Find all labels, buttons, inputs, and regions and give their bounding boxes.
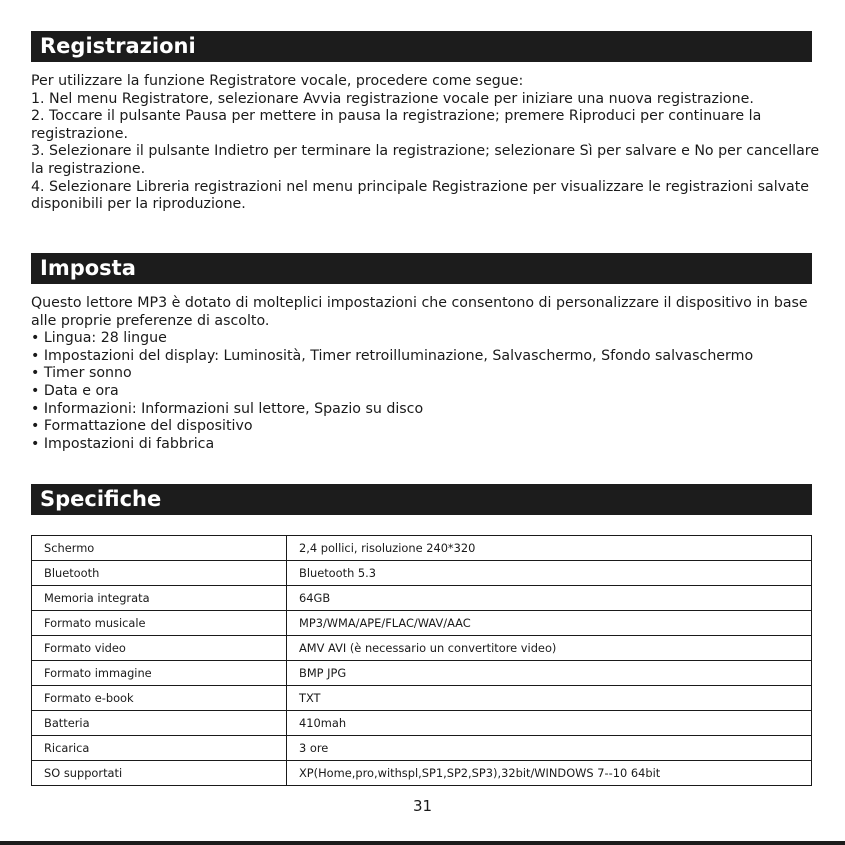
spec-label: Bluetooth [32, 561, 287, 586]
table-row [32, 636, 812, 661]
table-row [32, 761, 812, 786]
imposta-text [31, 295, 816, 453]
text-line: registrazione. [31, 125, 128, 142]
spec-value: 410mah [287, 711, 812, 736]
spec-value: 3 ore [287, 736, 812, 761]
list-item: • Timer sonno [31, 365, 132, 382]
spec-label: Formato musicale [32, 611, 287, 636]
page-number: 31 [412, 797, 433, 815]
spec-value: BMP JPG [287, 661, 812, 686]
spec-label: Formato immagine [32, 661, 287, 686]
list-item: • Data e ora [31, 382, 119, 399]
table-row [32, 736, 812, 761]
spec-value: AMV AVI (è necessario un convertitore video) [287, 636, 812, 661]
spec-value: TXT [287, 686, 812, 711]
list-item: • Informazioni: Informazioni sul lettore, Spazio su disco [31, 400, 424, 417]
list-item: • Impostazioni del display: Luminosità, Timer retroilluminazione, Salvaschermo, Sfondo salvaschermo [31, 347, 754, 364]
text-line: 1. Nel menu Registratore, selezionare Avvia registrazione vocale per iniziare una nuova registrazione. [31, 90, 754, 107]
spec-value: Bluetooth 5.3 [287, 561, 812, 586]
text-line: disponibili per la riproduzione. [31, 196, 246, 213]
table-row [32, 661, 812, 686]
text-line: Questo lettore MP3 è dotato di molteplici impostazioni che consentono di personalizzare il dispositivo in base [31, 295, 808, 311]
text-line: 4. Selezionare Libreria registrazioni nel menu principale Registrazione per visualizzare le registrazioni salvate [31, 178, 810, 195]
spec-label: Ricarica [32, 736, 287, 761]
section-title: Registrazioni [40, 34, 196, 58]
spec-value: 64GB [287, 586, 812, 611]
section-header-registrazioni [31, 31, 812, 62]
text-line: 3. Selezionare il pulsante Indietro per terminare la registrazione; selezionare Sì per salvare e No per cancellare [31, 143, 820, 160]
spec-label: Memoria integrata [32, 586, 287, 611]
spec-value: MP3/WMA/APE/FLAC/WAV/AAC [287, 611, 812, 636]
spec-label: Schermo [32, 536, 287, 561]
table-row [32, 561, 812, 586]
section-title: Imposta [40, 256, 136, 280]
list-item: • Formattazione del dispositivo [31, 418, 253, 435]
spec-label: Formato e-book [32, 686, 287, 711]
text-line: la registrazione. [31, 160, 146, 177]
spec-label: SO supportati [32, 761, 287, 786]
table-row [32, 536, 812, 561]
bottom-divider [0, 841, 845, 845]
section-header-imposta [31, 253, 812, 284]
specs-table [31, 535, 812, 786]
spec-label: Batteria [32, 711, 287, 736]
section-header-specifiche [31, 484, 812, 515]
section-title: Specifiche [40, 487, 162, 511]
text-line: alle proprie preferenze di ascolto. [31, 312, 270, 329]
table-row [32, 711, 812, 736]
spec-value: XP(Home,pro,withspl,SP1,SP2,SP3),32bit/WINDOWS 7--10 64bit [287, 761, 812, 786]
table-row [32, 686, 812, 711]
list-item: • Impostazioni di fabbrica [31, 435, 215, 452]
list-item: • Lingua: 28 lingue [31, 330, 167, 347]
spec-label: Formato video [32, 636, 287, 661]
table-row [32, 611, 812, 636]
spec-value: 2,4 pollici, risoluzione 240*320 [287, 536, 812, 561]
text-line: Per utilizzare la funzione Registratore vocale, procedere come segue: [31, 73, 524, 89]
table-row [32, 586, 812, 611]
text-line: 2. Toccare il pulsante Pausa per mettere in pausa la registrazione; premere Riproduci per continuare la [31, 108, 762, 125]
registrazioni-text [31, 73, 820, 214]
